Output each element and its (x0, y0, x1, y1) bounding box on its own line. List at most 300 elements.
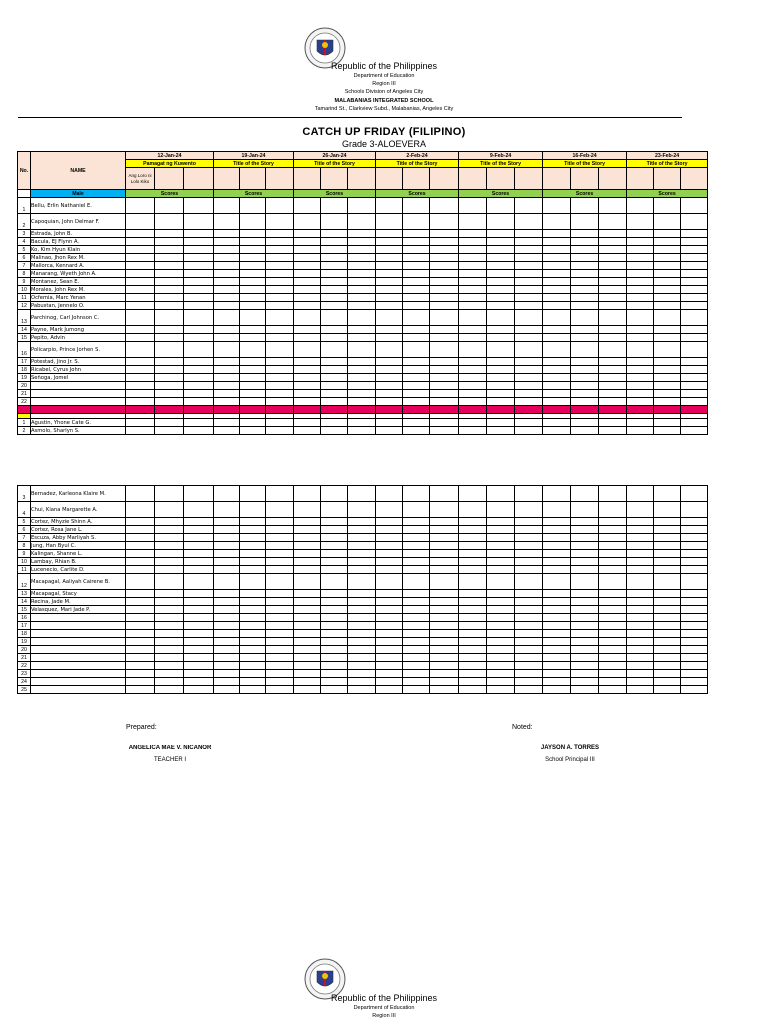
student-row (18, 214, 708, 230)
score-cell (571, 646, 599, 654)
score-cell (321, 278, 348, 286)
score-cell (654, 646, 681, 654)
score-cell (599, 518, 627, 526)
score-cell (348, 686, 376, 694)
score-cell (184, 622, 214, 630)
score-cell (240, 198, 266, 214)
score-cell (459, 390, 487, 398)
score-cell (376, 574, 403, 590)
student-name (31, 654, 126, 662)
score-cell (654, 294, 681, 302)
score-cell (348, 670, 376, 678)
score-cell (214, 419, 240, 427)
story-name-cell (240, 168, 266, 190)
date-header: 9-Feb-24 (459, 152, 543, 160)
score-cell (627, 630, 654, 638)
score-cell (487, 526, 515, 534)
score-cell (403, 574, 430, 590)
student-name (31, 630, 126, 638)
score-cell (126, 427, 155, 435)
score-cell (294, 486, 321, 502)
score-cell (571, 566, 599, 574)
score-cell (459, 622, 487, 630)
score-cell (240, 502, 266, 518)
score-cell (543, 238, 571, 246)
score-cell (294, 382, 321, 390)
score-cell (348, 598, 376, 606)
score-cell (681, 686, 708, 694)
score-cell (184, 662, 214, 670)
scores-label: Scores (214, 190, 294, 198)
student-row (18, 398, 708, 406)
score-cell (155, 310, 184, 326)
score-cell (654, 419, 681, 427)
score-cell (348, 302, 376, 310)
score-cell (543, 366, 571, 374)
score-cell (430, 662, 459, 670)
score-cell (266, 286, 294, 294)
date-header: 26-Jan-24 (294, 152, 376, 160)
score-cell (627, 334, 654, 342)
score-cell (214, 390, 240, 398)
score-cell (459, 310, 487, 326)
score-cell (321, 622, 348, 630)
score-cell (376, 334, 403, 342)
score-cell (376, 606, 403, 614)
student-name (31, 638, 126, 646)
score-cell (459, 606, 487, 614)
score-cell (403, 518, 430, 526)
score-cell (571, 254, 599, 262)
student-number: 22 (18, 398, 31, 406)
score-cell (543, 670, 571, 678)
score-cell (266, 302, 294, 310)
student-number: 19 (18, 638, 31, 646)
score-cell (571, 550, 599, 558)
female-section-band (321, 406, 348, 414)
score-cell (321, 254, 348, 262)
score-cell (184, 230, 214, 238)
score-cell (571, 678, 599, 686)
score-cell (155, 198, 184, 214)
score-cell (543, 662, 571, 670)
score-cell (376, 262, 403, 270)
score-cell (376, 686, 403, 694)
score-cell (376, 542, 403, 550)
score-cell (376, 646, 403, 654)
student-number: 13 (18, 590, 31, 598)
student-number: 25 (18, 686, 31, 694)
score-cell (459, 427, 487, 435)
score-cell (155, 566, 184, 574)
score-cell (376, 374, 403, 382)
score-cell (240, 558, 266, 566)
score-cell (487, 286, 515, 294)
score-cell (571, 294, 599, 302)
score-cell (266, 502, 294, 518)
score-cell (515, 622, 543, 630)
score-cell (126, 678, 155, 686)
female-section-band (459, 406, 487, 414)
score-cell (240, 286, 266, 294)
student-row (18, 382, 708, 390)
score-cell (348, 342, 376, 358)
score-cell (681, 614, 708, 622)
score-cell (599, 246, 627, 254)
student-name: Potestad, Jino Jr. S. (31, 358, 126, 366)
student-row (18, 598, 708, 606)
score-cell (155, 366, 184, 374)
score-cell (376, 638, 403, 646)
score-cell (240, 574, 266, 590)
score-cell (214, 542, 240, 550)
score-cell (214, 398, 240, 406)
score-cell (459, 366, 487, 374)
score-cell (214, 534, 240, 542)
student-name: Malinao, Jhon Rex M. (31, 254, 126, 262)
score-cell (294, 654, 321, 662)
score-cell (240, 326, 266, 334)
score-cell (376, 302, 403, 310)
student-row (18, 502, 708, 518)
score-cell (266, 542, 294, 550)
student-name (31, 622, 126, 630)
score-cell (599, 486, 627, 502)
score-cell (515, 302, 543, 310)
score-cell (459, 302, 487, 310)
score-cell (266, 427, 294, 435)
student-row (18, 326, 708, 334)
score-cell (459, 214, 487, 230)
female-section-band (294, 406, 321, 414)
score-cell (515, 686, 543, 694)
score-cell (627, 358, 654, 366)
student-number: 1 (18, 198, 31, 214)
score-cell (627, 574, 654, 590)
score-cell (543, 630, 571, 638)
score-cell (599, 310, 627, 326)
date-header: 12-Jan-24 (126, 152, 214, 160)
score-cell (681, 382, 708, 390)
score-cell (681, 198, 708, 214)
score-cell (627, 542, 654, 550)
student-name: Chui, Kiana Margarette A. (31, 502, 126, 518)
student-number: 9 (18, 278, 31, 286)
score-cell (321, 366, 348, 374)
score-cell (155, 390, 184, 398)
score-cell (240, 630, 266, 638)
score-cell (430, 526, 459, 534)
student-name (31, 662, 126, 670)
score-cell (599, 374, 627, 382)
score-cell (571, 214, 599, 230)
score-cell (155, 646, 184, 654)
score-cell (654, 374, 681, 382)
student-name: Policarpio, Prince Jorhen S. (31, 342, 126, 358)
score-cell (459, 278, 487, 286)
score-cell (403, 358, 430, 366)
score-cell (599, 286, 627, 294)
score-cell (294, 294, 321, 302)
score-cell (403, 598, 430, 606)
score-cell (571, 518, 599, 526)
score-cell (214, 662, 240, 670)
score-cell (430, 366, 459, 374)
score-cell (266, 662, 294, 670)
score-cell (681, 590, 708, 598)
score-cell (376, 246, 403, 254)
score-cell (348, 238, 376, 246)
score-cell (543, 590, 571, 598)
story-name-cell (184, 168, 214, 190)
score-cell (240, 542, 266, 550)
score-cell (266, 654, 294, 662)
story-name-cell (515, 168, 543, 190)
score-cell (654, 542, 681, 550)
score-cell (599, 382, 627, 390)
score-cell (376, 427, 403, 435)
student-row (18, 550, 708, 558)
score-cell (348, 310, 376, 326)
score-cell (376, 678, 403, 686)
score-cell (571, 238, 599, 246)
score-cell (543, 606, 571, 614)
score-cell (184, 566, 214, 574)
student-name: Macapagal, Stacy (31, 590, 126, 598)
student-name (31, 686, 126, 694)
score-cell (543, 622, 571, 630)
score-cell (266, 534, 294, 542)
score-cell (571, 342, 599, 358)
score-cell (294, 262, 321, 270)
score-cell (459, 550, 487, 558)
score-cell (681, 419, 708, 427)
score-cell (126, 230, 155, 238)
story-name-cell (321, 168, 348, 190)
score-cell (184, 614, 214, 622)
student-number: 11 (18, 566, 31, 574)
score-cell (681, 598, 708, 606)
date-header: 2-Feb-24 (376, 152, 459, 160)
score-cell (654, 534, 681, 542)
score-cell (571, 390, 599, 398)
score-cell (515, 230, 543, 238)
score-cell (321, 358, 348, 366)
score-cell (376, 630, 403, 638)
score-cell (376, 310, 403, 326)
score-cell (266, 294, 294, 302)
score-cell (681, 518, 708, 526)
female-section-band (31, 406, 126, 414)
score-cell (403, 638, 430, 646)
score-cell (430, 278, 459, 286)
student-row (18, 270, 708, 278)
score-cell (294, 342, 321, 358)
score-cell (155, 382, 184, 390)
score-cell (266, 230, 294, 238)
score-cell (294, 246, 321, 254)
score-cell (627, 390, 654, 398)
student-row (18, 686, 708, 694)
score-cell (430, 638, 459, 646)
score-cell (403, 662, 430, 670)
student-name: Recina, Jade M. (31, 598, 126, 606)
story-name-cell (571, 168, 599, 190)
score-cell (430, 390, 459, 398)
score-cell (214, 302, 240, 310)
score-cell (571, 630, 599, 638)
score-cell (543, 646, 571, 654)
score-cell (487, 662, 515, 670)
score-cell (376, 270, 403, 278)
score-cell (487, 670, 515, 678)
score-cell (543, 326, 571, 334)
score-cell (184, 686, 214, 694)
score-cell (266, 622, 294, 630)
score-cell (294, 374, 321, 382)
student-name: Lambay, Rhian B. (31, 558, 126, 566)
score-cell (155, 262, 184, 270)
score-cell (681, 390, 708, 398)
score-cell (240, 638, 266, 646)
score-cell (543, 286, 571, 294)
score-cell (599, 630, 627, 638)
score-cell (294, 427, 321, 435)
score-cell (515, 419, 543, 427)
score-cell (487, 366, 515, 374)
score-cell (214, 654, 240, 662)
score-cell (430, 534, 459, 542)
score-cell (126, 686, 155, 694)
score-cell (126, 542, 155, 550)
score-cell (126, 566, 155, 574)
score-cell (599, 526, 627, 534)
score-cell (240, 654, 266, 662)
score-cell (627, 302, 654, 310)
score-cell (403, 278, 430, 286)
scores-label: Scores (627, 190, 708, 198)
score-cell (599, 606, 627, 614)
student-number: 8 (18, 270, 31, 278)
score-cell (240, 342, 266, 358)
score-cell (240, 334, 266, 342)
score-cell (430, 670, 459, 678)
story-name-cell (403, 168, 430, 190)
score-cell (126, 654, 155, 662)
score-cell (126, 526, 155, 534)
score-cell (571, 382, 599, 390)
student-row (18, 278, 708, 286)
score-cell (348, 374, 376, 382)
score-cell (348, 614, 376, 622)
student-row (18, 310, 708, 326)
student-row (18, 670, 708, 678)
score-cell (459, 590, 487, 598)
student-number: 20 (18, 646, 31, 654)
score-cell (126, 334, 155, 342)
score-cell (403, 302, 430, 310)
name-header: NAME (31, 152, 126, 190)
story-title-header: Title of the Story (627, 160, 708, 168)
student-name (31, 398, 126, 406)
student-number: 14 (18, 598, 31, 606)
score-cell (515, 598, 543, 606)
score-cell (321, 550, 348, 558)
score-cell (627, 254, 654, 262)
score-cell (627, 614, 654, 622)
score-cell (348, 427, 376, 435)
score-cell (214, 198, 240, 214)
score-cell (155, 278, 184, 286)
score-cell (321, 302, 348, 310)
score-cell (240, 278, 266, 286)
score-cell (487, 654, 515, 662)
score-cell (515, 526, 543, 534)
score-cell (459, 486, 487, 502)
student-number: 9 (18, 550, 31, 558)
score-cell (403, 366, 430, 374)
score-cell (155, 534, 184, 542)
score-cell (459, 358, 487, 366)
student-row (18, 302, 708, 310)
score-cell (487, 419, 515, 427)
score-cell (294, 678, 321, 686)
score-cell (430, 310, 459, 326)
score-cell (126, 294, 155, 302)
score-cell (571, 398, 599, 406)
score-cell (543, 686, 571, 694)
score-cell (459, 254, 487, 262)
score-cell (126, 302, 155, 310)
student-name: Manarang, Wyeth John A. (31, 270, 126, 278)
score-cell (430, 262, 459, 270)
score-cell (184, 630, 214, 638)
score-cell (459, 502, 487, 518)
score-cell (266, 254, 294, 262)
teacher-name: ANGELICA MAE V. NICANOR (128, 745, 212, 751)
score-cell (654, 230, 681, 238)
score-cell (321, 342, 348, 358)
score-cell (321, 606, 348, 614)
score-cell (599, 342, 627, 358)
student-row (18, 526, 708, 534)
score-cell (627, 598, 654, 606)
score-cell (627, 486, 654, 502)
score-cell (654, 254, 681, 262)
scores-label: Scores (543, 190, 627, 198)
score-cell (681, 534, 708, 542)
score-cell (266, 246, 294, 254)
score-cell (214, 614, 240, 622)
score-cell (294, 606, 321, 614)
score-cell (571, 230, 599, 238)
score-cell (403, 374, 430, 382)
score-cell (126, 382, 155, 390)
score-cell (294, 366, 321, 374)
score-cell (321, 230, 348, 238)
score-cell (459, 678, 487, 686)
score-cell (599, 614, 627, 622)
score-cell (459, 382, 487, 390)
score-cell (487, 550, 515, 558)
score-cell (376, 238, 403, 246)
score-cell (240, 230, 266, 238)
score-cell (627, 678, 654, 686)
score-cell (348, 198, 376, 214)
score-cell (126, 366, 155, 374)
student-row (18, 254, 708, 262)
score-cell (184, 278, 214, 286)
